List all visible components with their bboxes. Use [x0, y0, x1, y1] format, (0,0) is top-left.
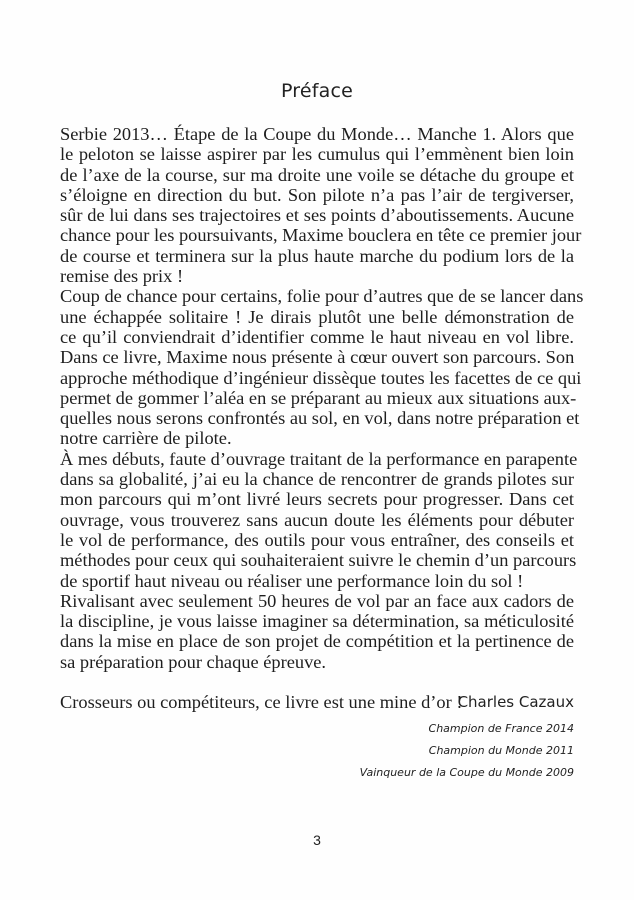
text-line: méthodes pour ceux qui souhaiteraient suivre le chemin d’un parcours: [60, 550, 577, 571]
text-line: remise des prix !: [60, 266, 184, 287]
text-line: de sportif haut niveau ou réaliser une performance loin du sol !: [60, 570, 524, 591]
page-title: Préface: [280, 80, 354, 102]
text-line: le vol de performance, des outils pour vous entraîner, des conseils et: [60, 529, 574, 550]
text-line: ouvrage, vous trouverez sans aucun doute les éléments pour débuter: [60, 509, 574, 530]
paragraph-gap: [60, 672, 574, 692]
author-credits: [360, 718, 574, 784]
text-line: Rivalisant avec seulement 50 heures de vol par an face aux cadors de: [60, 590, 574, 611]
text-line: de l’axe de la course, sur ma droite une voile se détache du groupe et: [60, 164, 574, 185]
text-line: la discipline, je vous laisse imaginer sa détermination, sa méticulosité: [60, 611, 574, 632]
text-line: sûr de lui dans ses trajectoires et ses points d’aboutissements. Aucune: [60, 205, 574, 226]
paragraph-2: [60, 286, 584, 449]
text-line: Dans ce livre, Maxime nous présente à cœur ouvert son parcours. Son: [60, 347, 575, 368]
text-line: ce qu’il conviendrait d’identifier comme le haut niveau en vol libre.: [60, 326, 574, 347]
text-line: quelles nous serons confrontés au sol, en vol, dans notre préparation et: [60, 408, 580, 429]
text-line: mon parcours qui m’ont livré leurs secrets pour progresser. Dans cet: [60, 489, 574, 510]
paragraph-4: [60, 591, 574, 672]
preface-body: [60, 124, 584, 713]
author-name: Charles Cazaux: [457, 693, 574, 711]
text-line: une échappée solitaire ! Je dirais plutôt une belle démonstration de: [60, 306, 574, 327]
text-line: approche méthodique d’ingénieur dissèque toutes les facettes de ce qui: [60, 367, 582, 388]
text-line: sa préparation pour chaque épreuve.: [60, 651, 327, 672]
author-title: Champion du Monde 2011: [428, 744, 574, 757]
text-line: le peloton se laisse aspirer par les cumulus qui l’emmènent bien loin: [60, 144, 574, 165]
text-line: dans sa globalité, j’ai eu la chance de rencontrer de grands pilotes sur: [60, 469, 574, 490]
text-line: Coup de chance pour certains, folie pour d’autres que de se lancer dans: [60, 286, 584, 307]
text-line: dans la mise en place de son projet de compétition et la pertinence de: [60, 631, 574, 652]
text-line: À mes débuts, faute d’ouvrage traitant de la performance en parapente: [60, 448, 578, 469]
text-line: Crosseurs ou compétiteurs, ce livre est une mine d’or !: [60, 692, 463, 713]
author-title: Vainqueur de la Coupe du Monde 2009: [359, 766, 574, 779]
text-line: permet de gommer l’aléa en se préparant au mieux aux situations aux-: [60, 387, 577, 408]
text-line: notre carrière de pilote.: [60, 428, 232, 449]
text-line: de course et terminera sur la plus haute marche du podium lors de la: [60, 245, 574, 266]
paragraph-1: [60, 124, 582, 287]
text-line: s’éloigne en direction du but. Son pilote n’a pas l’air de tergiverser,: [60, 184, 574, 205]
author-title: Champion de France 2014: [428, 722, 574, 735]
text-line: chance pour les poursuivants, Maxime bouclera en tête ce premier jour: [60, 225, 582, 246]
page-number: 3: [313, 832, 321, 848]
paragraph-3: [60, 448, 578, 591]
text-line: Serbie 2013… Étape de la Coupe du Monde… Manche 1. Alors que: [60, 124, 574, 144]
